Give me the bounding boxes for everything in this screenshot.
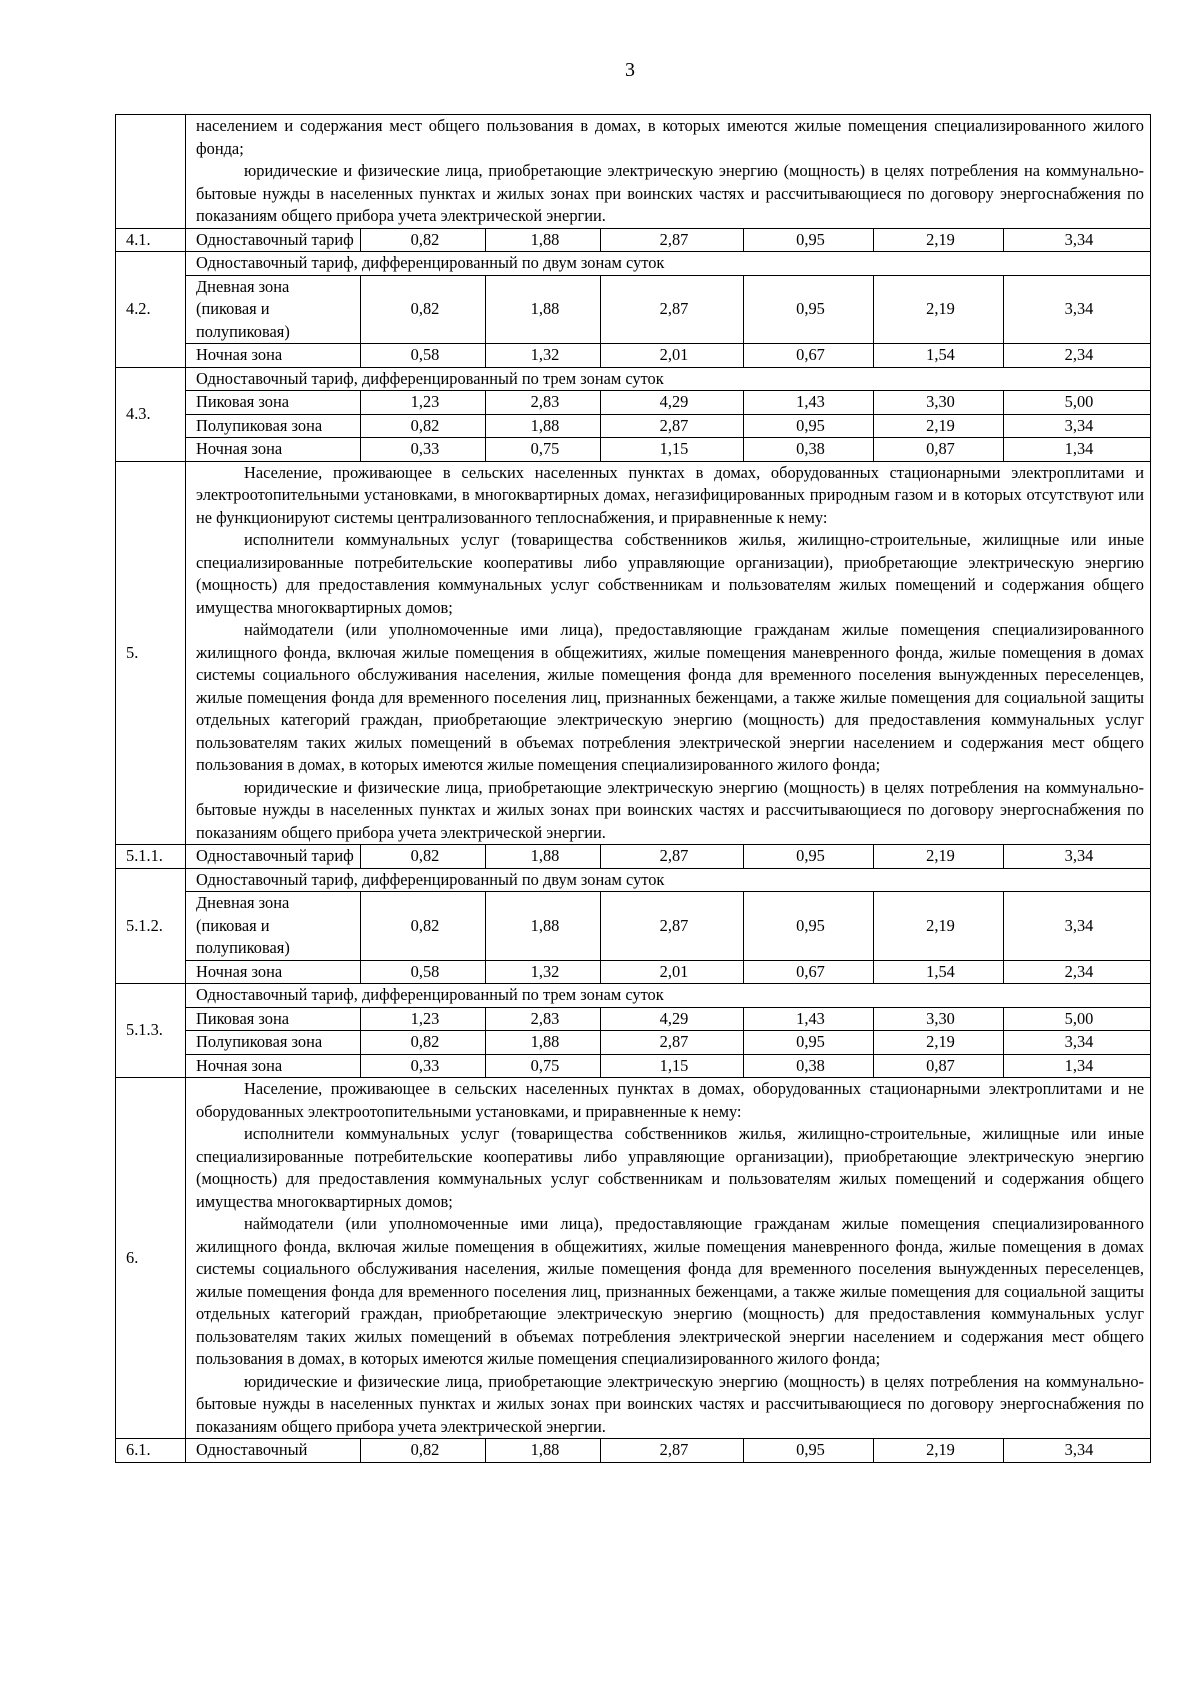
value-cell: 2,83	[486, 391, 601, 415]
value-cell: 1,23	[361, 1007, 486, 1031]
section-description	[186, 461, 1151, 845]
description-paragraph: исполнители коммунальных услуг (товарищества собственников жилья, жилищно-строительные, жилищные или иные специализированные потребительские кооперативы либо управляющие организации), приобретающие электрическую энергию (мощность) для предоставления коммунальных услуг собственникам и пользователям жилых помещений и содержания общего имущества многоквартирных домов;	[196, 1124, 1144, 1211]
value-cell: 1,88	[486, 892, 601, 961]
row-label: Ночная зона	[186, 438, 361, 462]
value-cell: 2,19	[874, 892, 1004, 961]
value-cell: 1,43	[744, 1007, 874, 1031]
value-cell: 2,19	[874, 228, 1004, 252]
table-row	[116, 868, 1151, 892]
table-row	[116, 892, 1151, 961]
value-cell: 1,34	[1004, 438, 1151, 462]
row-label: Пиковая зона	[186, 1007, 361, 1031]
value-cell: 0,67	[744, 960, 874, 984]
value-cell: 1,88	[486, 845, 601, 869]
value-cell: 2,19	[874, 1031, 1004, 1055]
value-cell: 0,95	[744, 845, 874, 869]
value-cell: 0,58	[361, 960, 486, 984]
value-cell: 0,95	[744, 892, 874, 961]
value-cell: 0,58	[361, 344, 486, 368]
value-cell: 3,34	[1004, 1031, 1151, 1055]
row-label: Полупиковая зона	[186, 1031, 361, 1055]
value-cell: 1,23	[361, 391, 486, 415]
value-cell: 0,87	[874, 438, 1004, 462]
value-cell: 2,19	[874, 275, 1004, 344]
value-cell: 3,34	[1004, 228, 1151, 252]
value-cell: 0,82	[361, 892, 486, 961]
value-cell: 1,88	[486, 414, 601, 438]
value-cell: 1,32	[486, 960, 601, 984]
value-cell: 2,19	[874, 1439, 1004, 1463]
row-label: Полупиковая зона	[186, 414, 361, 438]
table-row	[116, 1439, 1151, 1463]
row-number: 4.2.	[116, 252, 186, 368]
value-cell: 0,82	[361, 845, 486, 869]
description-paragraph: юридические и физические лица, приобретающие электрическую энергию (мощность) в целях потребления на коммунально-бытовые нужды в населенных пунктах и жилых зонах при воинских частях и рассчитывающиеся по договору энергоснабжения по показаниям общего прибора учета электрической энергии.	[196, 1371, 1144, 1436]
row-number: 6.	[116, 1078, 186, 1439]
value-cell: 3,34	[1004, 275, 1151, 344]
row-label: Одноставочный	[186, 1439, 361, 1463]
row-number: 5.1.2.	[116, 868, 186, 984]
value-cell: 1,54	[874, 960, 1004, 984]
intro-paragraph: населением и содержания мест общего пользования в домах, в которых имеются жилые помещения специализированного жилого фонда;	[196, 116, 1144, 158]
section-title: Одноставочный тариф, дифференцированный по трем зонам суток	[186, 984, 1151, 1008]
value-cell: 2,01	[601, 960, 744, 984]
value-cell: 0,82	[361, 414, 486, 438]
value-cell: 1,54	[874, 344, 1004, 368]
value-cell: 3,30	[874, 1007, 1004, 1031]
value-cell: 0,67	[744, 344, 874, 368]
intro-paragraph: юридические и физические лица, приобретающие электрическую энергию (мощность) в целях потребления на коммунально-бытовые нужды в населенных пунктах и жилых зонах при воинских частях и рассчитывающиеся по договору энергоснабжения по показаниям общего прибора учета электрической энергии.	[196, 161, 1144, 225]
row-label: Пиковая зона	[186, 391, 361, 415]
value-cell: 0,95	[744, 228, 874, 252]
description-paragraph: юридические и физические лица, приобретающие электрическую энергию (мощность) в целях потребления на коммунально-бытовые нужды в населенных пунктах и жилых зонах при воинских частях и рассчитывающиеся по договору энергоснабжения по показаниям общего прибора учета электрической энергии.	[196, 777, 1144, 842]
row-label: Дневная зона (пиковая и полупиковая)	[186, 275, 361, 344]
value-cell: 1,15	[601, 1054, 744, 1078]
value-cell: 0,87	[874, 1054, 1004, 1078]
value-cell: 1,15	[601, 438, 744, 462]
value-cell: 0,38	[744, 1054, 874, 1078]
row-number: 6.1.	[116, 1439, 186, 1463]
value-cell: 4,29	[601, 391, 744, 415]
table-row	[116, 1054, 1151, 1078]
value-cell: 1,88	[486, 228, 601, 252]
value-cell: 0,75	[486, 1054, 601, 1078]
value-cell: 0,95	[744, 1439, 874, 1463]
table-row	[116, 228, 1151, 252]
table-row	[116, 414, 1151, 438]
value-cell: 2,19	[874, 845, 1004, 869]
value-cell: 5,00	[1004, 391, 1151, 415]
value-cell: 2,83	[486, 1007, 601, 1031]
value-cell: 2,34	[1004, 344, 1151, 368]
row-number: 4.3.	[116, 367, 186, 461]
description-paragraph: Население, проживающее в сельских населенных пунктах в домах, оборудованных стационарными электроплитами и электроотопительными установками, в многоквартирных домах, негазифицированных природным газом и в которых отсутствуют или не функционируют системы централизованного теплоснабжения, и приравненные к нему:	[196, 462, 1144, 527]
value-cell: 0,38	[744, 438, 874, 462]
value-cell: 3,30	[874, 391, 1004, 415]
table-row	[116, 461, 1151, 845]
row-label: Дневная зона (пиковая и полупиковая)	[186, 892, 361, 961]
table-row	[116, 845, 1151, 869]
row-label: Ночная зона	[186, 344, 361, 368]
table-row	[116, 1007, 1151, 1031]
tariff-table	[115, 114, 1151, 1463]
table-row	[116, 344, 1151, 368]
value-cell: 0,82	[361, 228, 486, 252]
value-cell: 3,34	[1004, 414, 1151, 438]
table-row	[116, 1078, 1151, 1439]
value-cell: 4,29	[601, 1007, 744, 1031]
section-description	[186, 1078, 1151, 1439]
value-cell: 1,88	[486, 1031, 601, 1055]
section-title: Одноставочный тариф, дифференцированный по двум зонам суток	[186, 868, 1151, 892]
value-cell: 1,43	[744, 391, 874, 415]
table-row	[116, 275, 1151, 344]
value-cell: 0,75	[486, 438, 601, 462]
value-cell: 3,34	[1004, 1439, 1151, 1463]
value-cell: 2,34	[1004, 960, 1151, 984]
description-paragraph: Население, проживающее в сельских населенных пунктах в домах, оборудованных стационарными электроплитами и не оборудованных электроотопительными установками, и приравненные к нему:	[196, 1079, 1144, 1121]
value-cell: 0,95	[744, 414, 874, 438]
intro-row	[116, 115, 1151, 229]
description-paragraph: наймодатели (или уполномоченные ими лица), предоставляющие гражданам жилые помещения специализированного жилищного фонда, включая жилые помещения в общежитиях, жилые помещения маневренного фонда, жилые помещения в домах системы социального обслуживания населения, жилые помещения фонда для временного поселения вынужденных переселенцев, жилые помещения фонда для временного поселения лиц, признанных беженцами, а также жилые помещения для социальной защиты отдельных категорий граждан, приобретающие электрическую энергию (мощность) для предоставления коммунальных услуг пользователям таких жилых помещений в объемах потребления электрической энергии населением и содержания мест общего пользования в домах, в которых имеются жилые помещения специализированного жилого фонда;	[196, 1214, 1144, 1368]
table-row	[116, 252, 1151, 276]
value-cell: 1,88	[486, 1439, 601, 1463]
table-row	[116, 960, 1151, 984]
section-title: Одноставочный тариф, дифференцированный по двум зонам суток	[186, 252, 1151, 276]
value-cell: 0,82	[361, 1439, 486, 1463]
row-label: Одноставочный тариф	[186, 228, 361, 252]
table-row	[116, 367, 1151, 391]
value-cell: 0,82	[361, 275, 486, 344]
row-number: 5.1.1.	[116, 845, 186, 869]
value-cell: 2,87	[601, 275, 744, 344]
value-cell: 2,01	[601, 344, 744, 368]
table-row	[116, 984, 1151, 1008]
value-cell: 0,82	[361, 1031, 486, 1055]
table-row	[116, 391, 1151, 415]
value-cell: 0,33	[361, 438, 486, 462]
section-title: Одноставочный тариф, дифференцированный по трем зонам суток	[186, 367, 1151, 391]
value-cell: 5,00	[1004, 1007, 1151, 1031]
value-cell: 2,87	[601, 845, 744, 869]
value-cell: 2,87	[601, 892, 744, 961]
value-cell: 3,34	[1004, 892, 1151, 961]
row-number: 5.	[116, 461, 186, 845]
table-row	[116, 438, 1151, 462]
value-cell: 0,95	[744, 1031, 874, 1055]
description-paragraph: исполнители коммунальных услуг (товарищества собственников жилья, жилищно-строительные, жилищные или иные специализированные потребительские кооперативы либо управляющие организации), приобретающие электрическую энергию (мощность) для предоставления коммунальных услуг собственникам и пользователям жилых помещений и содержания общего имущества многоквартирных домов;	[196, 530, 1144, 617]
value-cell: 0,33	[361, 1054, 486, 1078]
value-cell: 0,95	[744, 275, 874, 344]
row-number: 5.1.3.	[116, 984, 186, 1078]
page-number: 3	[625, 59, 635, 81]
row-label: Одноставочный тариф	[186, 845, 361, 869]
row-label: Ночная зона	[186, 960, 361, 984]
row-number: 4.1.	[116, 228, 186, 252]
value-cell: 3,34	[1004, 845, 1151, 869]
value-cell: 2,87	[601, 1031, 744, 1055]
value-cell: 1,88	[486, 275, 601, 344]
value-cell: 1,32	[486, 344, 601, 368]
value-cell: 2,19	[874, 414, 1004, 438]
value-cell: 1,34	[1004, 1054, 1151, 1078]
intro-text	[186, 115, 1151, 229]
description-paragraph: наймодатели (или уполномоченные ими лица), предоставляющие гражданам жилые помещения специализированного жилищного фонда, включая жилые помещения в общежитиях, жилые помещения маневренного фонда, жилые помещения в домах системы социального обслуживания населения, жилые помещения фонда для временного поселения вынужденных переселенцев, жилые помещения фонда для временного поселения лиц, признанных беженцами, а также жилые помещения для социальной защиты отдельных категорий граждан, приобретающие электрическую энергию (мощность) для предоставления коммунальных услуг пользователям таких жилых помещений в объемах потребления электрической энергии населением и содержания мест общего пользования в домах, в которых имеются жилые помещения специализированного жилого фонда;	[196, 620, 1144, 774]
table-row	[116, 1031, 1151, 1055]
value-cell: 2,87	[601, 228, 744, 252]
value-cell: 2,87	[601, 1439, 744, 1463]
row-label: Ночная зона	[186, 1054, 361, 1078]
value-cell: 2,87	[601, 414, 744, 438]
